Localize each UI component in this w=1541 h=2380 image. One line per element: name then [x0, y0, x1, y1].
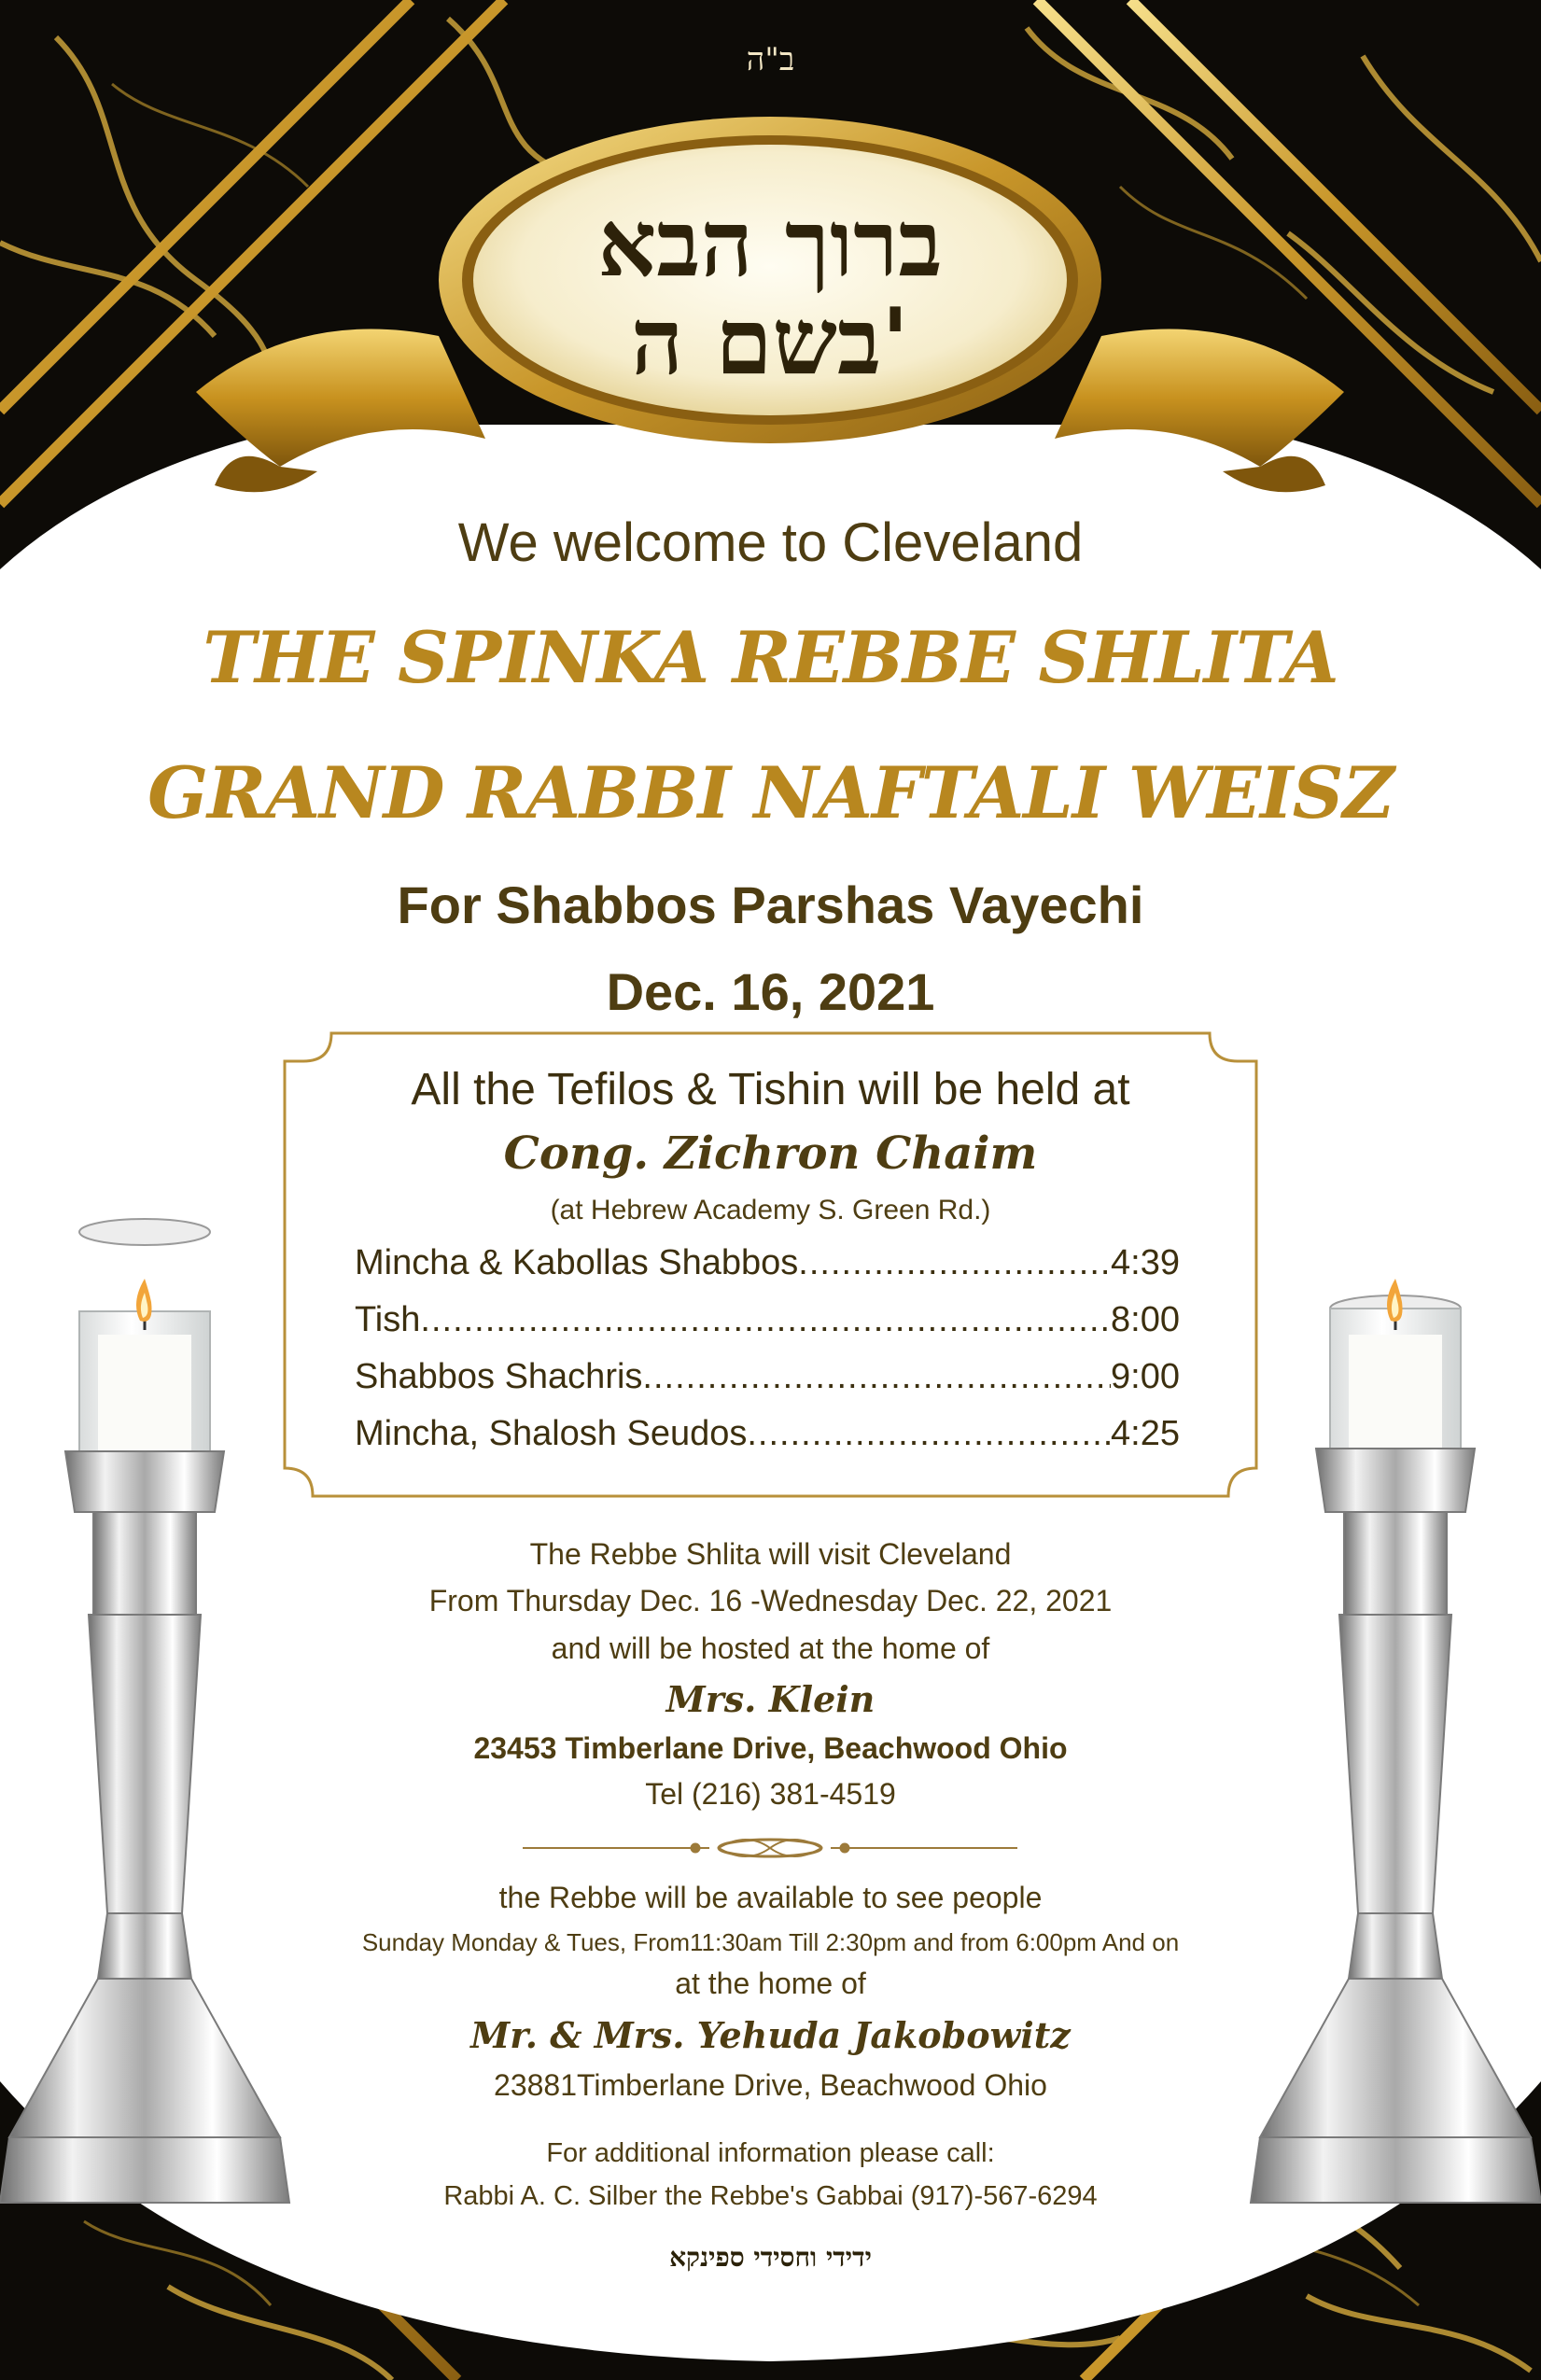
event-date: Dec. 16, 2021	[606, 962, 935, 1021]
visit-line-3: and will be hosted at the home of	[551, 1631, 990, 1665]
availability-line-1: the Rebbe will be available to see people	[498, 1881, 1043, 1914]
title-rebbe: THE SPINKA REBBE SHLITA	[203, 616, 1338, 699]
visit-line-1: The Rebbe Shlita will visit Cleveland	[529, 1537, 1012, 1571]
schedule-time: 4:25	[1111, 1414, 1180, 1453]
availability-hours: Sunday Monday & Tues, From11:30am Till 2:30pm and from 6:00pm And on	[361, 1928, 1180, 1956]
schedule-label: Shabbos Shachris	[355, 1357, 643, 1396]
welcome-text: We welcome to Cleveland	[457, 512, 1084, 573]
availability-line-3: at the home of	[675, 1967, 866, 2000]
second-host-address: 23881Timberlane Drive, Beachwood Ohio	[494, 2068, 1047, 2102]
bh-mark: ב"ה	[746, 41, 795, 78]
banner-line-2: בשם ה'	[630, 288, 910, 396]
schedule-row	[355, 1300, 1180, 1357]
banner-line-1: ברוך הבא	[597, 190, 943, 298]
schedule-time: 8:00	[1111, 1300, 1180, 1339]
schedule-label: Tish	[355, 1300, 421, 1339]
venue-intro: All the Tefilos & Tishin will be held at	[411, 1065, 1130, 1114]
host-address: 23453 Timberlane Drive, Beachwood Ohio	[473, 1731, 1068, 1765]
shabbos-parsha: For Shabbos Parshas Vayechi	[397, 875, 1144, 934]
host-phone: Tel (216) 381-4519	[645, 1777, 896, 1811]
title-rabbi-name: GRAND RABBI NAFTALI WEISZ	[147, 751, 1394, 834]
schedule-label: Mincha, Shalosh Seudos	[355, 1414, 748, 1453]
schedule-row	[355, 1357, 1180, 1414]
schedule-row	[355, 1414, 1180, 1471]
visit-dates: From Thursday Dec. 16 -Wednesday Dec. 22, 2021	[428, 1584, 1113, 1617]
schedule-label: Mincha & Kabollas Shabbos	[355, 1243, 799, 1282]
second-host-name: Mr. & Mrs. Yehuda Jakobowitz	[470, 2014, 1071, 2056]
schedule-time: 4:39	[1111, 1243, 1180, 1282]
contact-gabbai: Rabbi A. C. Silber the Rebbe's Gabbai (917)-567-6294	[443, 2181, 1098, 2211]
schedule-row	[355, 1243, 1180, 1300]
signature: ידידי וחסידי ספינקא	[669, 2242, 872, 2273]
schedule-list	[355, 1243, 1180, 1471]
congregation-name: Cong. Zichron Chaim	[503, 1127, 1038, 1180]
schedule-time: 9:00	[1111, 1357, 1180, 1396]
venue-address: (at Hebrew Academy S. Green Rd.)	[550, 1195, 991, 1225]
contact-line-1: For additional information please call:	[546, 2138, 995, 2168]
host-name: Mrs. Klein	[665, 1678, 876, 1720]
